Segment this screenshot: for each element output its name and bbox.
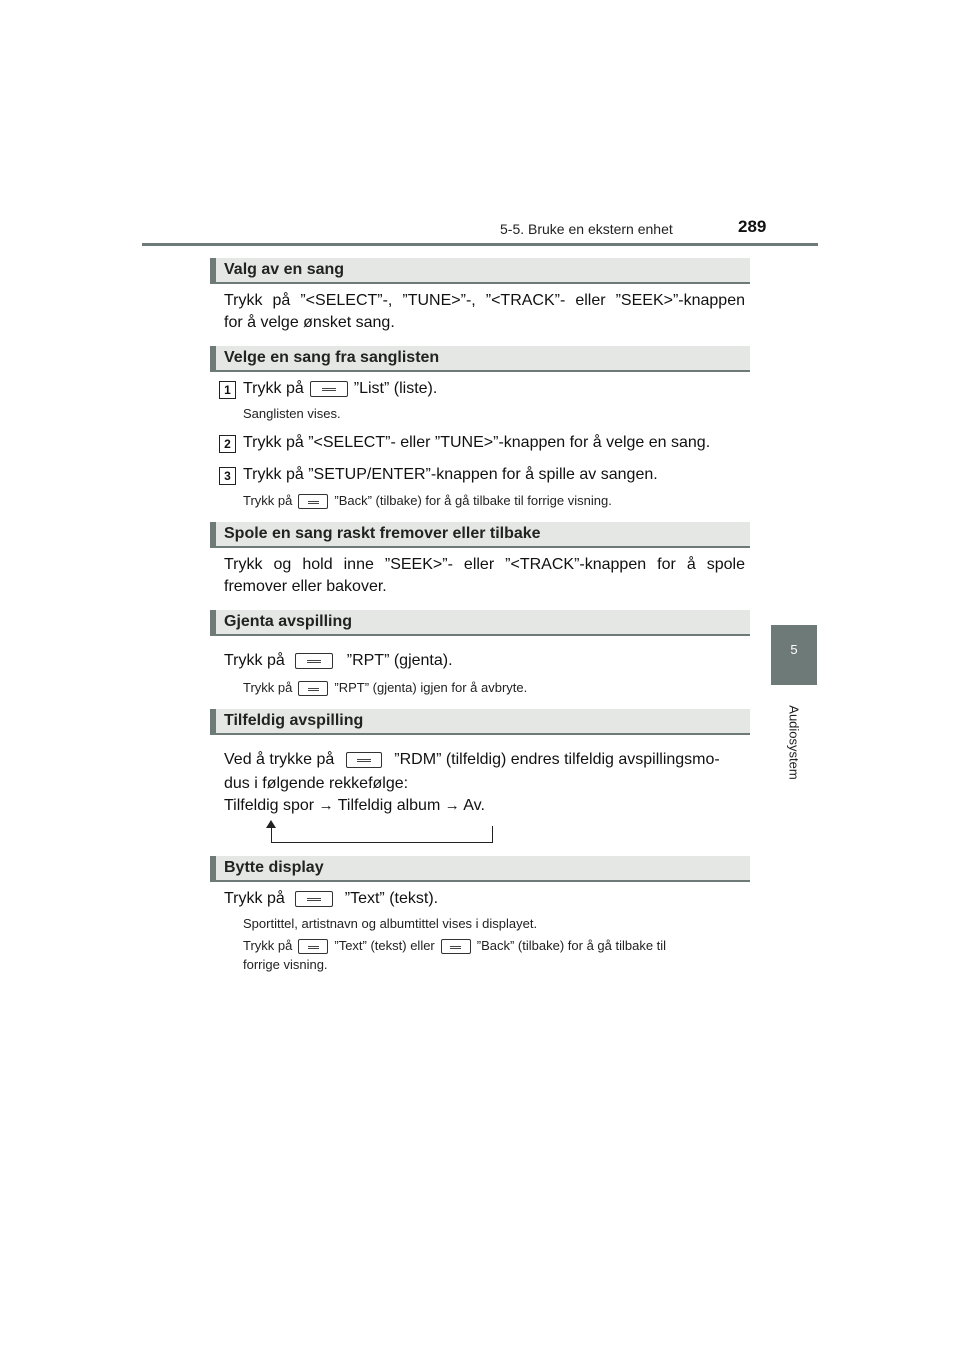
valg-text-line1: Trykk på ”<SELECT”-, ”TUNE>”-, ”<TRACK”- eller ”SEEK>”-knappen	[224, 292, 745, 309]
chapter-tab	[771, 625, 817, 685]
tilfeldig-sequence: Tilfeldig spor → Tilfeldig album → Av.	[224, 797, 485, 814]
rpt-button-icon-small	[298, 681, 328, 696]
loop-back-bracket	[271, 826, 493, 843]
text-button-icon	[295, 891, 333, 907]
gjenta-note: Trykk på ”RPT” (gjenta) igjen for å avbryte.	[243, 680, 528, 695]
loop-arrow-icon	[266, 820, 276, 828]
step1-note: Sanglisten vises.	[243, 406, 341, 421]
step-number-2: 2	[219, 435, 236, 453]
rpt-button-icon	[295, 653, 333, 669]
bytte-note2: Trykk på ”Text” (tekst) eller ”Back” (tilbake) for å gå tilbake til	[243, 938, 667, 953]
back-button-icon	[298, 494, 328, 509]
bytte-note1: Sportittel, artistnavn og albumtittel vises i displayet.	[243, 916, 538, 931]
section-header-tilfeldig: Tilfeldig avspilling	[210, 709, 750, 735]
text-button-icon-small	[298, 939, 328, 954]
spole-text-line2: fremover eller bakover.	[224, 578, 387, 595]
valg-text-line2: for å velge ønsket sang.	[224, 314, 395, 331]
step3-text: Trykk på ”SETUP/ENTER”-knappen for å spille av sangen.	[243, 466, 658, 483]
step-number-1: 1	[219, 381, 236, 399]
tilfeldig-text-line1: Ved å trykke på ”RDM” (tilfeldig) endres tilfeldig avspillingsmo-	[224, 751, 720, 768]
arrow-right-icon: →	[318, 797, 334, 814]
chapter-label: Audiosystem	[786, 705, 802, 780]
rdm-button-icon	[346, 752, 382, 768]
tilfeldig-text-line2: dus i følgende rekkefølge:	[224, 775, 409, 792]
arrow-right-icon: →	[444, 797, 460, 814]
liste-note: Trykk på ”Back” (tilbake) for å gå tilbake til forrige visning.	[243, 493, 612, 508]
step1-text: Trykk på ”List” (liste).	[243, 380, 438, 397]
header-rule	[142, 243, 818, 246]
bytte-note2-line2: forrige visning.	[243, 957, 328, 972]
back-button-icon-small	[441, 939, 471, 954]
section-header-liste: Velge en sang fra sanglisten	[210, 346, 750, 372]
gjenta-text: Trykk på ”RPT” (gjenta).	[224, 652, 453, 669]
step2-text: Trykk på ”<SELECT”- eller ”TUNE>”-knappen for å velge en sang.	[243, 434, 711, 451]
header-section-title: 5-5. Bruke en ekstern enhet	[500, 221, 673, 237]
section-header-valg: Valg av en sang	[210, 258, 750, 284]
spole-text-line1: Trykk og hold inne ”SEEK>”- eller ”<TRACK”-knappen for å spole	[224, 556, 745, 573]
bytte-text: Trykk på ”Text” (tekst).	[224, 890, 439, 907]
section-header-gjenta: Gjenta avspilling	[210, 610, 750, 636]
chapter-number: 5	[790, 642, 798, 657]
section-header-bytte: Bytte display	[210, 856, 750, 882]
step-number-3: 3	[219, 467, 236, 485]
page-number: 289	[738, 217, 767, 236]
section-header-spole: Spole en sang raskt fremover eller tilbake	[210, 522, 750, 548]
list-button-icon	[310, 381, 348, 397]
